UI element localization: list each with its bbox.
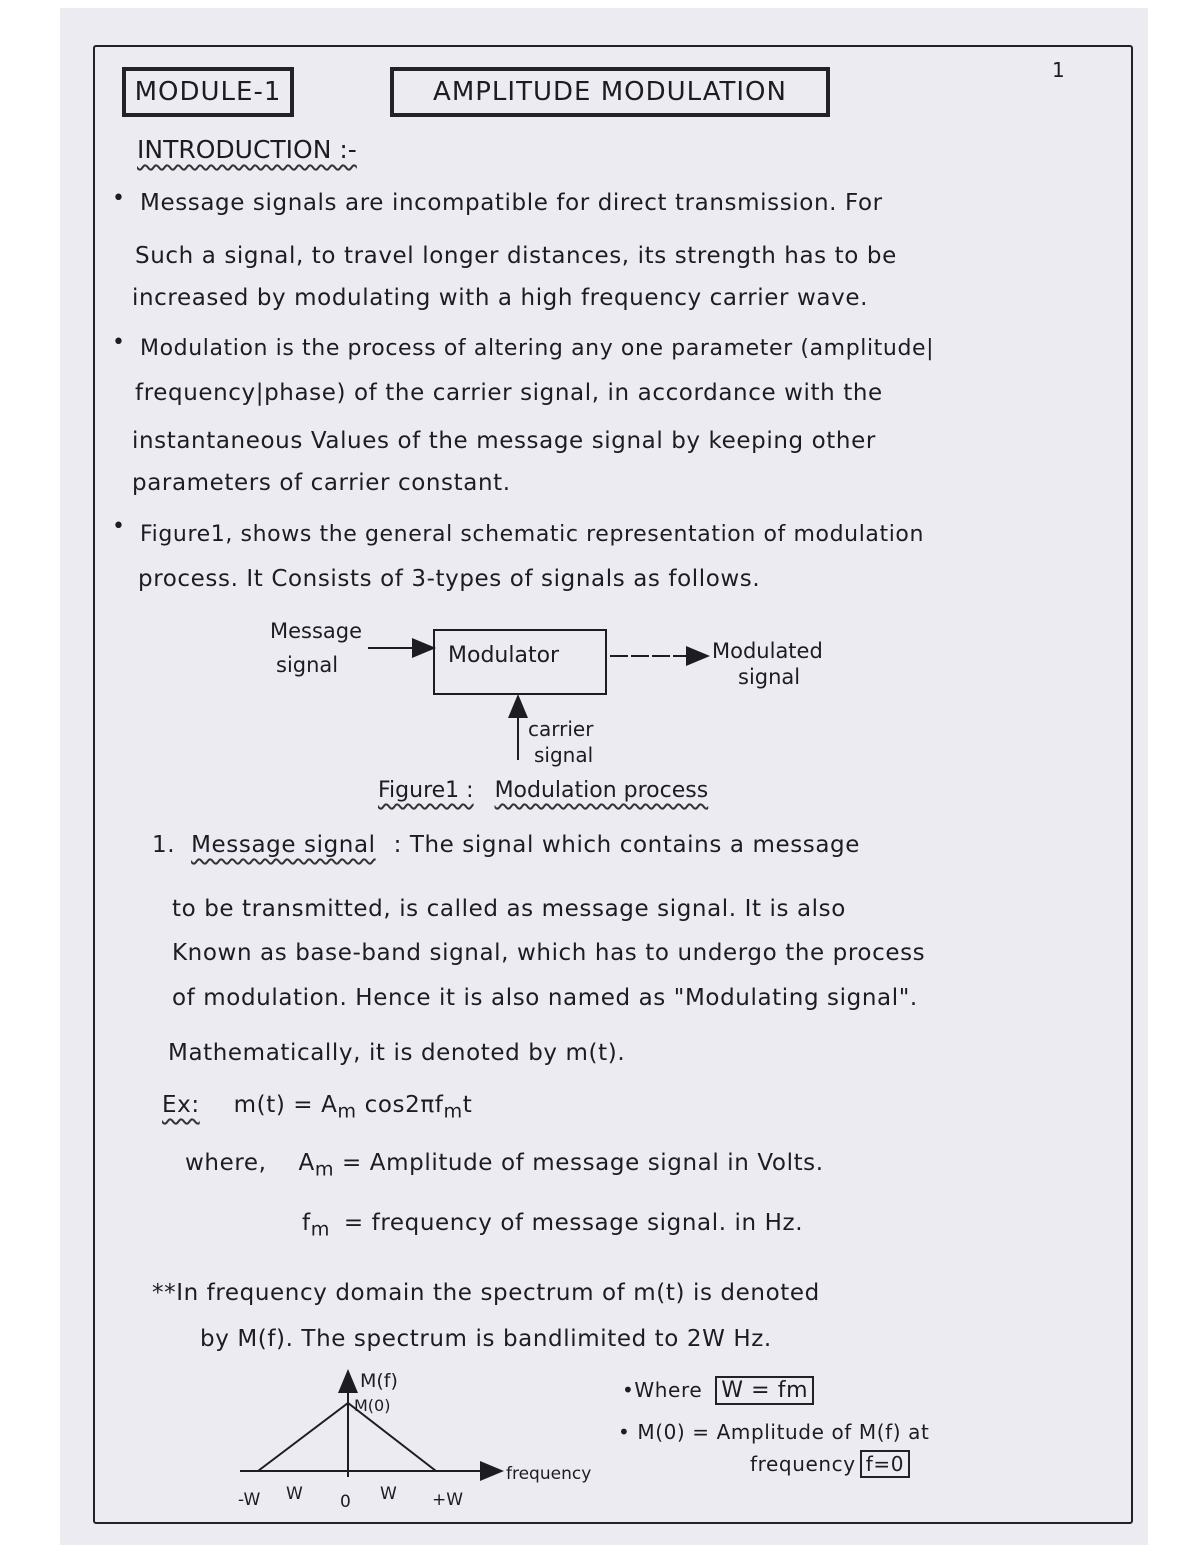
am-definition: = Amplitude of message signal in Volts. (342, 1150, 824, 1176)
fm-line (302, 1210, 803, 1241)
p2-line-4: parameters of carrier constant. (132, 470, 511, 496)
peak-label: M(0) (354, 1396, 391, 1415)
page-number: 1 (1052, 58, 1065, 82)
example-label: Ex: (162, 1092, 200, 1118)
item1-term: Message signal (191, 832, 376, 858)
tick-neg-w: -W (238, 1490, 261, 1510)
figure-caption-prefix: Figure1 : (378, 778, 474, 803)
note1-prefix: •Where (622, 1378, 703, 1402)
freq-line-2: by M(f). The spectrum is bandlimited to 2W Hz. (200, 1326, 772, 1352)
example-equation: m(t) = A (233, 1092, 338, 1118)
page-title (390, 67, 830, 117)
note3-prefix: frequency (750, 1452, 856, 1476)
note1-boxed: W = fm (715, 1376, 814, 1405)
p2-line-1: Modulation is the process of altering any one parameter (amplitude| (140, 336, 935, 361)
module-label (122, 67, 294, 117)
bullet-1: • (112, 186, 125, 211)
example-eq-end: t (462, 1092, 473, 1118)
y-axis-label: M(f) (360, 1370, 398, 1392)
example-eq-sub: m (337, 1099, 357, 1123)
note-1 (622, 1378, 814, 1403)
p2-line-3: instantaneous Values of the message signal by keeping other (132, 428, 876, 454)
example-eq-sub2: m (443, 1099, 463, 1123)
output-label-2: signal (738, 665, 801, 689)
fm-sub: m (310, 1217, 330, 1241)
p1-line-3: increased by modulating with a high frequency carrier wave. (132, 285, 868, 311)
module-text: MODULE-1 (124, 69, 292, 115)
section-heading: INTRODUCTION :- (137, 135, 357, 164)
tick-pos-w: +W (432, 1490, 464, 1510)
p1-line-1: Message signals are incompatible for direct transmission. For (140, 190, 883, 216)
am-sub: m (314, 1157, 335, 1181)
am-symbol: A (298, 1150, 315, 1176)
fm-symbol: f (302, 1210, 311, 1236)
fm-definition: = frequency of message signal. in Hz. (343, 1210, 804, 1236)
p2-line-2: frequency|phase) of the carrier signal, in accordance with the (135, 380, 883, 406)
figure-caption-text: Modulation process (494, 778, 709, 803)
figure-caption (378, 778, 708, 803)
bullet-3: • (112, 514, 125, 539)
note3-boxed: f=0 (860, 1450, 910, 1478)
note-3 (750, 1452, 910, 1476)
item1-line-4: of modulation. Hence it is also named as "Modulating signal". (172, 985, 918, 1011)
modulator-label: Modulator (448, 643, 560, 668)
item1-line-1 (152, 832, 860, 858)
note-2: • M(0) = Amplitude of M(f) at (618, 1420, 930, 1444)
where-label: where, (185, 1150, 267, 1176)
p3-line-1: Figure1, shows the general schematic representation of modulation (140, 522, 925, 547)
item1-number: 1. (152, 832, 176, 858)
item1-line-5: Mathematically, it is denoted by m(t). (168, 1040, 626, 1066)
x-axis-label: frequency (506, 1464, 592, 1484)
item1-line-3: Known as base-band signal, which has to undergo the process (172, 940, 926, 966)
tick-w-left: W (286, 1484, 303, 1504)
spectrum-graph (220, 1365, 640, 1515)
p3-line-2: process. It Consists of 3-types of signals as follows. (138, 566, 761, 592)
tick-w-right: W (380, 1484, 397, 1504)
where-am-line (185, 1150, 824, 1181)
input-label-2: signal (276, 653, 339, 677)
carrier-label-1: carrier (528, 717, 594, 741)
item1-definition: : The signal which contains a message (393, 832, 861, 858)
example-line (162, 1092, 472, 1123)
p1-line-2: Such a signal, to travel longer distances, its strength has to be (135, 243, 897, 269)
bullet-2: • (112, 330, 125, 355)
item1-line-2: to be transmitted, is called as message signal. It is also (172, 896, 846, 922)
page-title-text: AMPLITUDE MODULATION (392, 69, 828, 115)
example-eq-rest: cos2πf (356, 1092, 444, 1118)
carrier-label-2: signal (534, 743, 594, 767)
freq-line-1: **In frequency domain the spectrum of m(t) is denoted (152, 1280, 820, 1306)
output-label-1: Modulated (712, 639, 823, 663)
tick-zero: 0 (340, 1492, 351, 1512)
input-label-1: Message (270, 619, 363, 643)
